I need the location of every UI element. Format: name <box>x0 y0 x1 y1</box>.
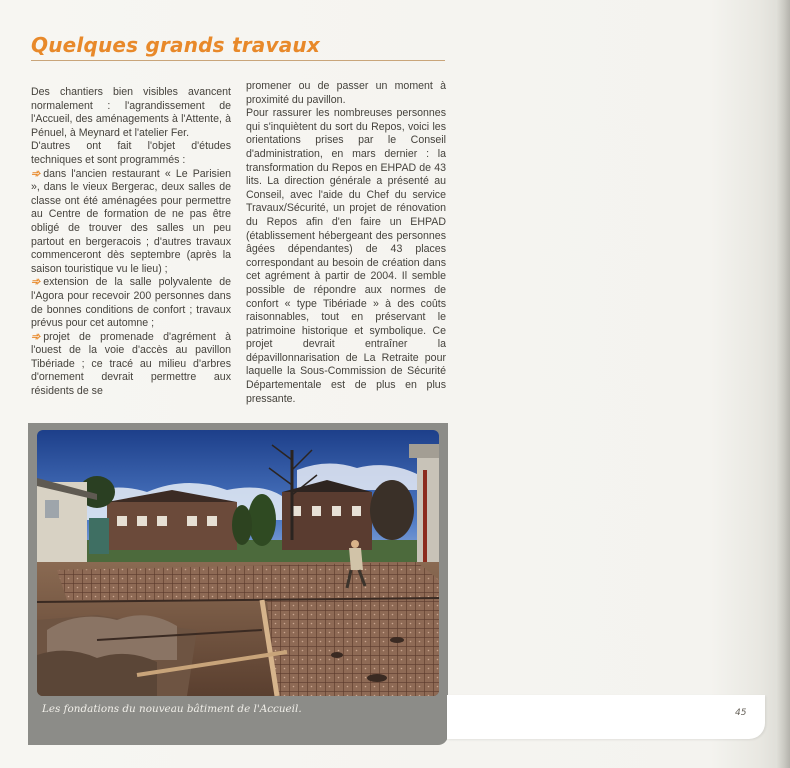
title-underline <box>31 60 445 61</box>
photo-caption: Les fondations du nouveau bâtiment de l'Accueil. <box>42 703 302 715</box>
page-number-tab <box>447 695 765 739</box>
section-title: Quelques grands travaux <box>31 33 320 57</box>
page-binding-shadow <box>776 0 790 768</box>
right-text-column <box>246 80 446 406</box>
bullet-text: extension de la salle polyvalente de l'Agora pour recevoir 200 personnes dans de bonnes conditions de confort ; travaux prévus pour cet automne ; <box>31 276 231 330</box>
continuation-paragraph: promener ou de passer un moment à proximité du pavillon. <box>246 80 446 106</box>
bullet-item <box>31 168 231 277</box>
page-number: 45 <box>735 708 747 718</box>
bullet-text: projet de promenade d'agrément à l'ouest de la voie d'accès au pavillon Tibériade ; ce tracé au milieu d'arbres d'ornement devrait permettre aux résidents de se <box>31 330 231 398</box>
construction-site-illustration <box>37 430 439 696</box>
bullet-item <box>31 276 231 330</box>
intro-paragraph: Des chantiers bien visibles avancent normalement : l'agrandissement de l'Accueil, des aménagements à l'Attente, à Pénuel, à Meynard et l'atelier Fer. <box>31 86 231 139</box>
left-text-column <box>31 86 231 399</box>
bullet-item <box>31 331 231 399</box>
orange-arrow-icon: ➾ <box>31 330 41 343</box>
bullet-text: dans l'ancien restaurant « Le Parisien », dans le vieux Bergerac, deux salles de classe ont été aménagées pour permettre au Centre de formation de ne pas être obligé de trouver des salles un peu partout en bergeracois ; d'autres travaux commenceront dès septembre (après la saison touristique vu le lieu) ; <box>31 167 231 275</box>
construction-photo <box>37 430 439 696</box>
orange-arrow-icon: ➾ <box>31 167 41 180</box>
repos-paragraph: Pour rassurer les nombreuses personnes qui s'inquiètent du sort du Repos, voici les orientations prises par le Conseil d'administration, en mars dernier : la transformation du Repos en EHPAD de 43 lits. La direction générale a présenté au Conseil, avec l'aide du Chef du service Travaux/Sécurité, un projet de rénovation du Repos afin d'en faire un EHPAD (établissement hébergeant des personnes âgées dépendantes) de 43 places correspondant au besoin de création dans cet agrément à partir de 2004. Il semble possible de répondre aux normes de confort « type Tibériade » à des coûts raisonnables, tout en préservant le patrimoine historique et symbolique. Ce projet devrait entraîner la dépavillonnarisation de La Retraite pour laquelle la Sous-Commission de Sécurité Départementale est de plus en plus pressante. <box>246 107 446 405</box>
orange-arrow-icon: ➾ <box>31 276 41 289</box>
programmed-works-paragraph: D'autres ont fait l'objet d'études techniques et sont programmés : <box>31 140 231 166</box>
